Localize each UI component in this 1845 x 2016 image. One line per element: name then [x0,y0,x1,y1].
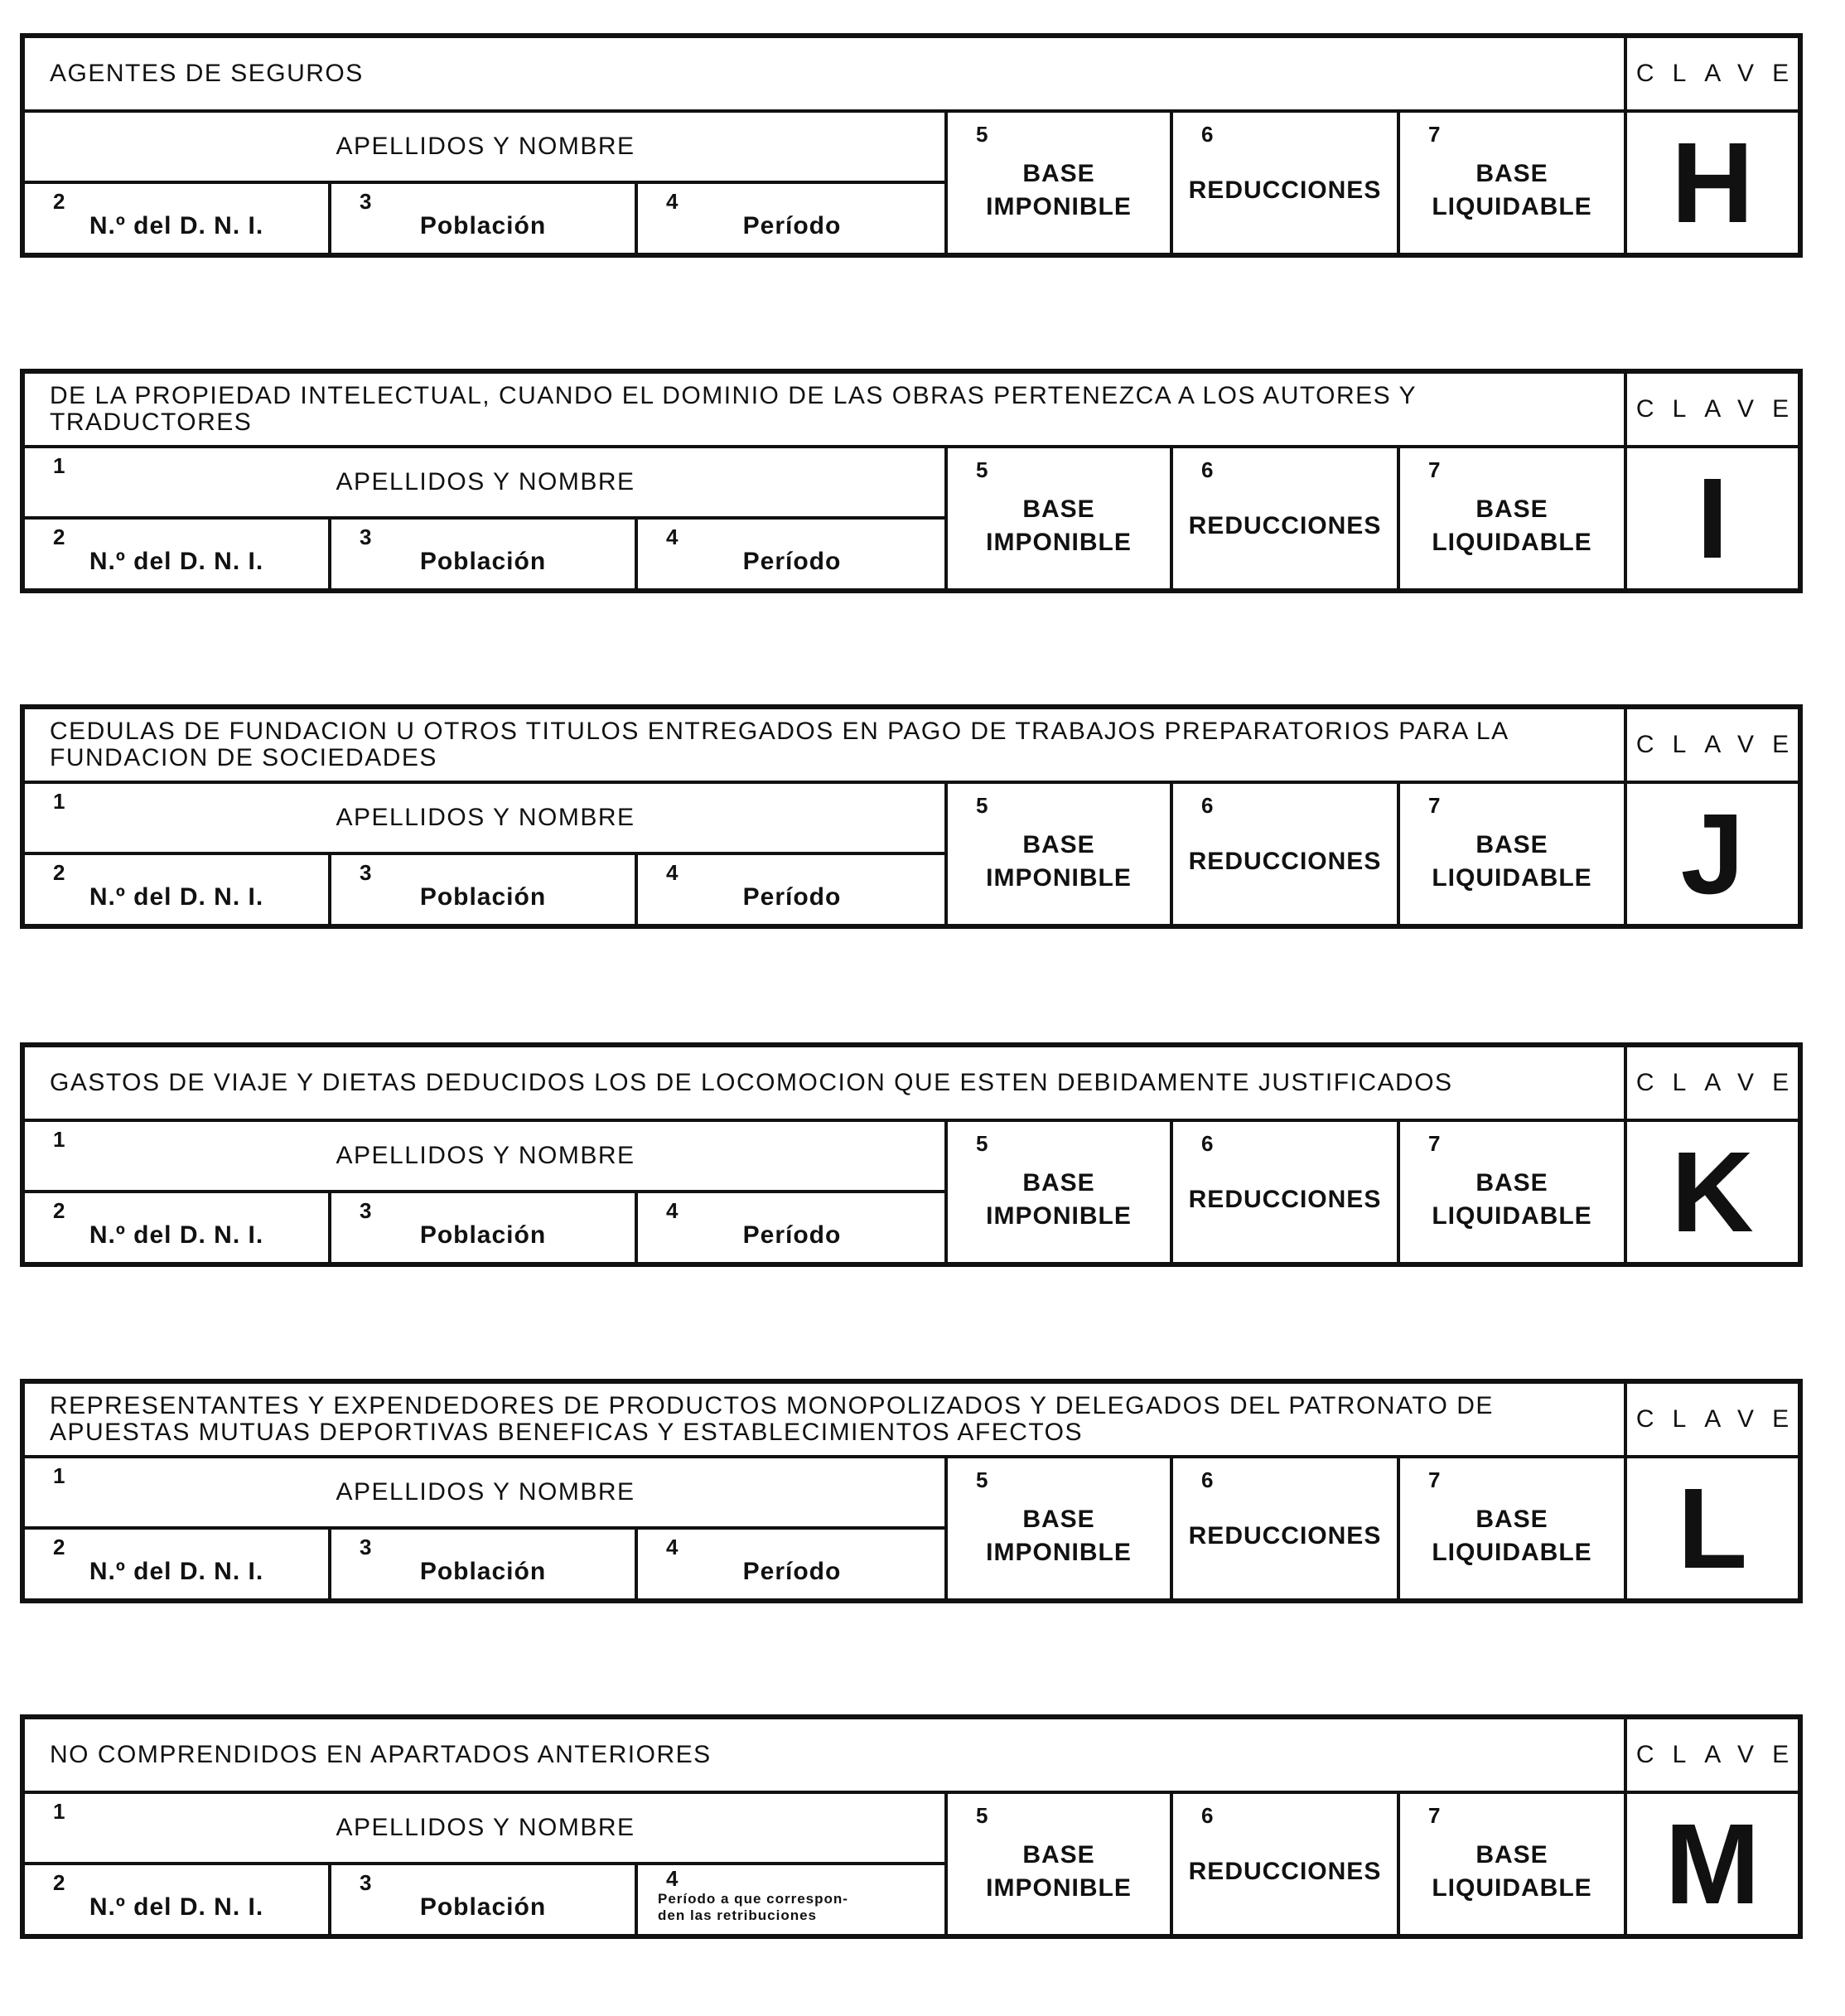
base-liquidable-field[interactable] [1400,784,1627,924]
reducciones-field[interactable] [1173,113,1400,253]
field-number-3: 3 [360,860,373,885]
field-number-5: 5 [976,122,989,147]
clave-letter: M [1664,1800,1760,1928]
base-imponible-field[interactable] [944,1458,1173,1598]
apellidos-nombre-field[interactable] [25,1122,946,1193]
clave-label: CLAVE [1627,1384,1798,1458]
clave-letter: L [1677,1464,1748,1593]
field-number-5: 5 [976,457,989,482]
field-number-2: 2 [53,1535,66,1559]
poblacion-label: Población [419,211,547,239]
apellidos-nombre-label: APELLIDOS Y NOMBRE [336,1478,635,1506]
dni-label: N.º del D. N. I. [89,1893,264,1921]
periodo-field[interactable] [638,1193,946,1262]
field-number-6: 6 [1201,122,1215,147]
field-number-3: 3 [360,525,373,549]
field-number-4: 4 [666,1866,679,1891]
base-imponible-label: BASE IMPONIBLE [986,495,1132,556]
clave-label: CLAVE [1627,374,1798,448]
base-imponible-label: BASE IMPONIBLE [986,1840,1132,1902]
base-liquidable-label: BASE LIQUIDABLE [1432,159,1592,220]
clave-letter: J [1680,790,1745,918]
dni-field[interactable] [25,184,331,253]
base-imponible-label: BASE IMPONIBLE [986,830,1132,892]
periodo-field[interactable] [638,184,946,253]
base-imponible-field[interactable] [944,448,1173,588]
base-liquidable-label: BASE LIQUIDABLE [1432,495,1592,556]
base-liquidable-label: BASE LIQUIDABLE [1432,1840,1592,1902]
base-liquidable-label: BASE LIQUIDABLE [1432,830,1592,892]
periodo-label: Período [742,547,842,575]
base-imponible-field[interactable] [944,113,1173,253]
base-liquidable-label: BASE LIQUIDABLE [1432,1168,1592,1230]
dni-field[interactable] [25,855,331,924]
base-liquidable-field[interactable] [1400,448,1627,588]
apellidos-nombre-field[interactable] [25,784,946,855]
clave-letter: H [1671,118,1754,247]
clave-label: CLAVE [1627,38,1798,113]
apellidos-nombre-field[interactable] [25,1794,946,1865]
reducciones-field[interactable] [1173,784,1400,924]
dni-field[interactable] [25,1530,331,1598]
field-number-6: 6 [1201,457,1215,482]
base-imponible-field[interactable] [944,784,1173,924]
field-number-1: 1 [53,789,66,814]
form-block [20,369,1808,593]
field-number-5: 5 [976,793,989,818]
field-number-4: 4 [666,860,679,885]
field-number-5: 5 [976,1803,989,1828]
field-number-2: 2 [53,525,66,549]
dni-label: N.º del D. N. I. [89,1221,264,1249]
field-number-4: 4 [666,525,679,549]
reducciones-label: REDUCCIONES [1188,1857,1382,1885]
apellidos-nombre-label: APELLIDOS Y NOMBRE [336,468,635,496]
field-number-3: 3 [360,1870,373,1895]
field-number-6: 6 [1201,1131,1215,1156]
field-number-3: 3 [360,1535,373,1559]
dni-label: N.º del D. N. I. [89,882,264,911]
poblacion-field[interactable] [331,184,638,253]
field-number-4: 4 [666,1198,679,1223]
dni-field[interactable] [25,1193,331,1262]
poblacion-label: Población [419,1557,547,1585]
field-number-1: 1 [53,1127,66,1152]
field-number-4: 4 [666,189,679,214]
base-liquidable-field[interactable] [1400,113,1627,253]
poblacion-label: Población [419,547,547,575]
field-number-7: 7 [1428,1131,1442,1156]
field-number-3: 3 [360,1198,373,1223]
apellidos-nombre-field[interactable] [25,1458,946,1530]
field-number-2: 2 [53,860,66,885]
block-title: REPRESENTANTES Y EXPENDEDORES DE PRODUCTOS MONOPOLIZADOS Y DELEGADOS DEL PATRONATO DE APUESTAS MUTUAS DEPORTIVAS BENEFICAS Y ESTABLECIMIENTOS AFECTOS [25,1384,1627,1458]
field-number-7: 7 [1428,793,1442,818]
field-number-5: 5 [976,1467,989,1492]
field-number-5: 5 [976,1131,989,1156]
periodo-label: Período [742,882,842,911]
poblacion-field[interactable] [331,855,638,924]
poblacion-label: Población [419,1893,547,1921]
poblacion-field[interactable] [331,520,638,588]
poblacion-label: Población [419,882,547,911]
field-number-1: 1 [53,1463,66,1488]
field-number-7: 7 [1428,122,1442,147]
form-block [20,1042,1808,1267]
field-number-2: 2 [53,189,66,214]
dni-label: N.º del D. N. I. [89,547,264,575]
periodo-field[interactable] [638,855,946,924]
field-number-6: 6 [1201,1803,1215,1828]
clave-letter: K [1671,1128,1754,1256]
base-liquidable-field[interactable] [1400,1122,1627,1262]
clave-label: CLAVE [1627,1047,1798,1122]
block-title: AGENTES DE SEGUROS [25,38,1627,113]
periodo-field[interactable] [638,1865,946,1934]
base-imponible-field[interactable] [944,1794,1173,1934]
reducciones-label: REDUCCIONES [1188,1521,1382,1549]
reducciones-field[interactable] [1173,1794,1400,1934]
block-title: DE LA PROPIEDAD INTELECTUAL, CUANDO EL DOMINIO DE LAS OBRAS PERTENEZCA A LOS AUTORES Y TRADUCTORES [25,374,1627,448]
block-title: CEDULAS DE FUNDACION U OTROS TITULOS ENTREGADOS EN PAGO DE TRABAJOS PREPARATORIOS PARA LA FUNDACION DE SOCIEDADES [25,709,1627,784]
clave-label: CLAVE [1627,709,1798,784]
field-number-2: 2 [53,1870,66,1895]
field-number-7: 7 [1428,1803,1442,1828]
poblacion-label: Población [419,1221,547,1249]
dni-field[interactable] [25,1865,331,1934]
poblacion-field[interactable] [331,1530,638,1598]
reducciones-label: REDUCCIONES [1188,511,1382,539]
periodo-field[interactable] [638,1530,946,1598]
poblacion-field[interactable] [331,1865,638,1934]
reducciones-label: REDUCCIONES [1188,847,1382,875]
reducciones-label: REDUCCIONES [1188,1185,1382,1213]
base-imponible-label: BASE IMPONIBLE [986,1168,1132,1230]
apellidos-nombre-field[interactable] [25,113,946,184]
base-imponible-label: BASE IMPONIBLE [986,1505,1132,1566]
form-block [20,1714,1808,1939]
reducciones-field[interactable] [1173,448,1400,588]
field-number-2: 2 [53,1198,66,1223]
apellidos-nombre-field[interactable] [25,448,946,520]
base-liquidable-label: BASE LIQUIDABLE [1432,1505,1592,1566]
field-number-7: 7 [1428,457,1442,482]
periodo-field[interactable] [638,520,946,588]
apellidos-nombre-label: APELLIDOS Y NOMBRE [336,133,635,160]
field-number-6: 6 [1201,1467,1215,1492]
base-imponible-field[interactable] [944,1122,1173,1262]
base-imponible-label: BASE IMPONIBLE [986,159,1132,220]
periodo-label: Período [742,1221,842,1249]
field-number-1: 1 [53,1799,66,1824]
reducciones-label: REDUCCIONES [1188,176,1382,204]
field-number-6: 6 [1201,793,1215,818]
apellidos-nombre-label: APELLIDOS Y NOMBRE [336,1814,635,1841]
block-title: GASTOS DE VIAJE Y DIETAS DEDUCIDOS LOS DE LOCOMOCION QUE ESTEN DEBIDAMENTE JUSTIFICADOS [25,1047,1627,1122]
periodo-label: Período [742,1557,842,1585]
form-block [20,1379,1808,1603]
base-liquidable-field[interactable] [1400,1794,1627,1934]
base-liquidable-field[interactable] [1400,1458,1627,1598]
clave-label: CLAVE [1627,1719,1798,1794]
form-block [20,33,1808,258]
apellidos-nombre-label: APELLIDOS Y NOMBRE [336,804,635,831]
field-number-4: 4 [666,1535,679,1559]
periodo-label: Período a que correspon- den las retribuciones [658,1890,848,1923]
dni-label: N.º del D. N. I. [89,211,264,239]
apellidos-nombre-label: APELLIDOS Y NOMBRE [336,1142,635,1169]
periodo-label: Período [742,211,842,239]
field-number-7: 7 [1428,1467,1442,1492]
dni-field[interactable] [25,520,331,588]
reducciones-field[interactable] [1173,1122,1400,1262]
block-title: NO COMPRENDIDOS EN APARTADOS ANTERIORES [25,1719,1627,1794]
field-number-1: 1 [53,453,66,478]
reducciones-field[interactable] [1173,1458,1400,1598]
form-block [20,704,1808,929]
poblacion-field[interactable] [331,1193,638,1262]
field-number-3: 3 [360,189,373,214]
dni-label: N.º del D. N. I. [89,1557,264,1585]
clave-letter: I [1696,454,1729,583]
